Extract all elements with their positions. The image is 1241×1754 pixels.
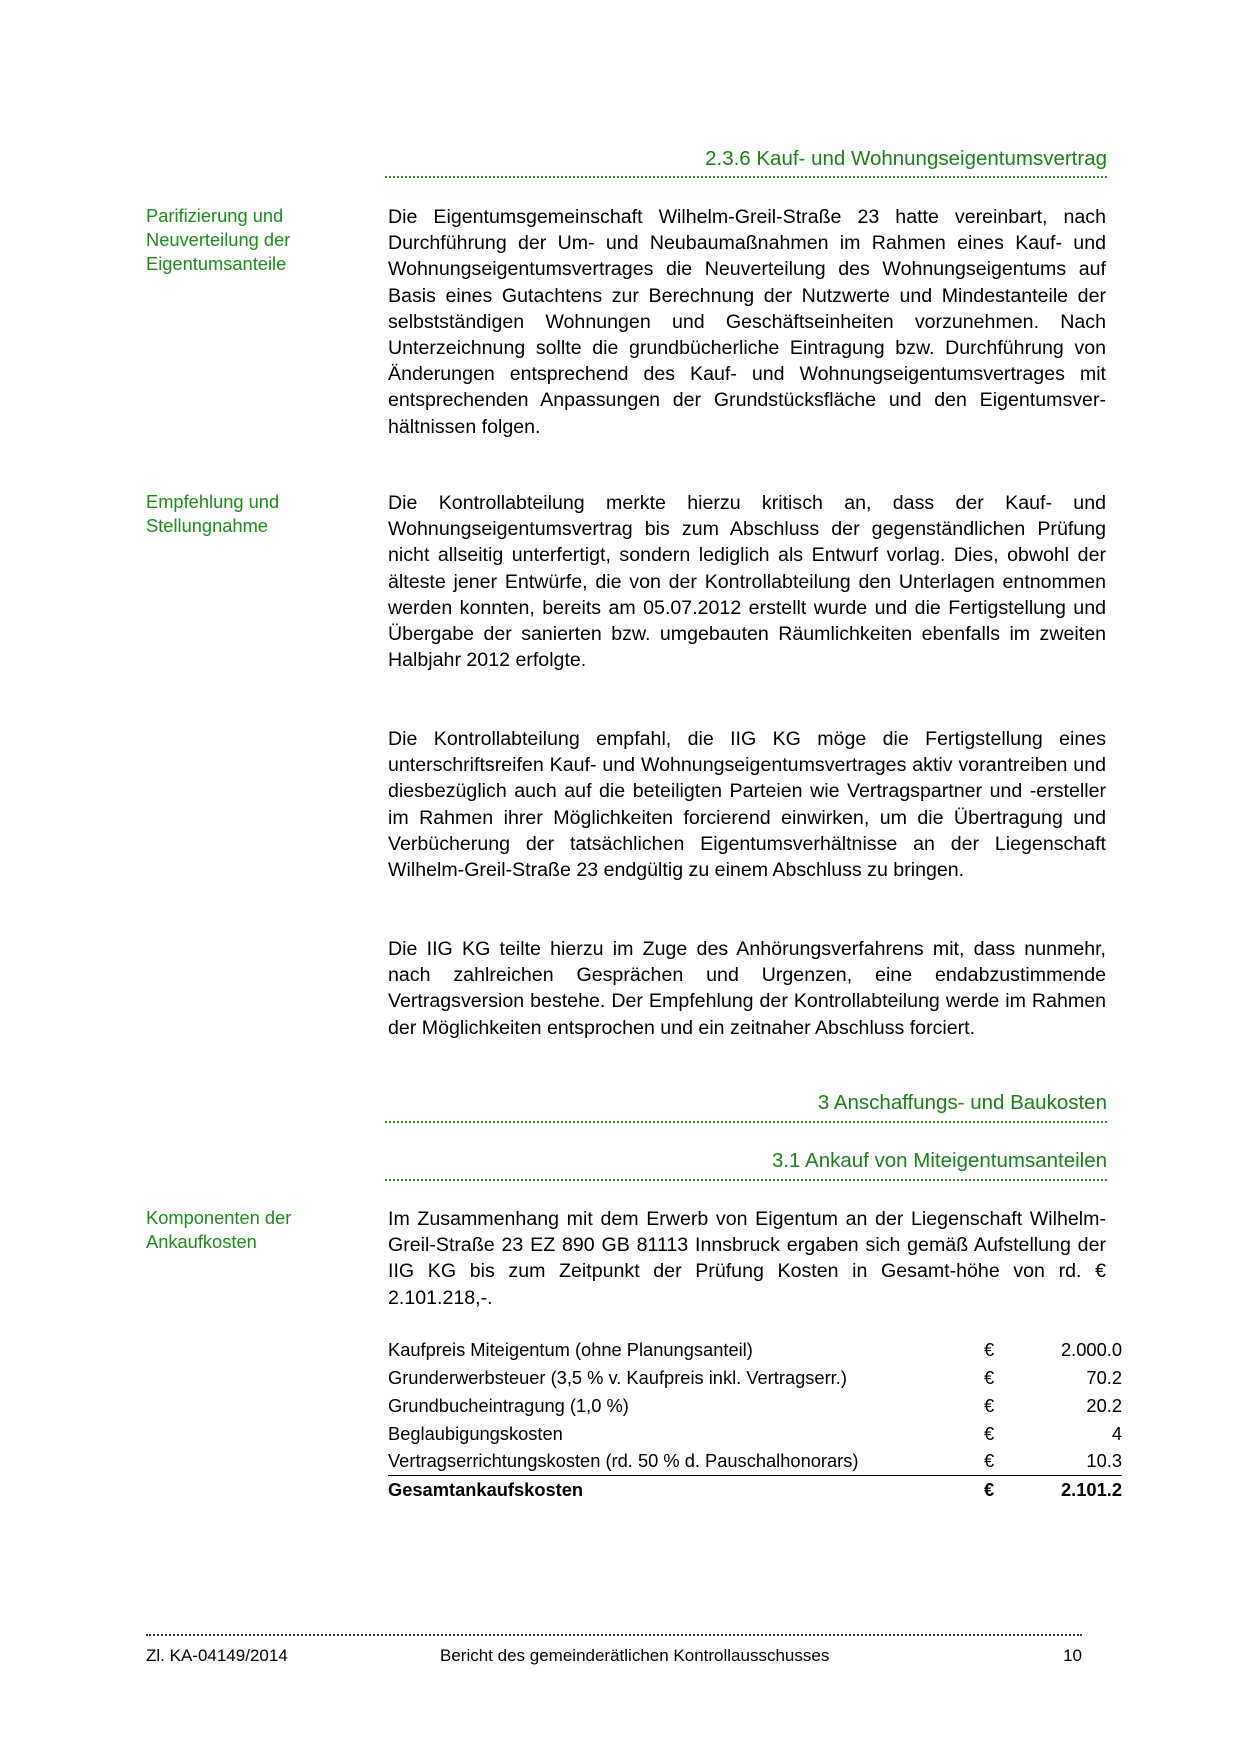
margin-note-line: Stellungnahme [146,515,268,536]
section-heading-2-3-6: 2.3.6 Kauf- und Wohnungseigentumsvertrag [705,147,1107,170]
cost-label: Beglaubigungskosten [388,1423,563,1444]
currency-symbol: € [984,1448,1028,1476]
margin-note-line: Eigentumsanteile [146,253,287,274]
total-label: Gesamtankaufskosten [388,1479,584,1500]
cost-label: Vertragserrichtungskosten (rd. 50 % d. Pauschalhonorars) [388,1448,984,1476]
margin-note-komponenten [146,1206,376,1254]
table-row [388,1392,1122,1420]
margin-note-line: Empfehlung und [146,491,280,512]
currency-symbol: € [984,1367,995,1388]
cost-amount: 4 [1111,1423,1122,1444]
footer-reference: Zl. KA-04149/2014 [146,1646,288,1665]
cost-amount: 70.2 [1086,1367,1122,1388]
paragraph-kontrollabteilung-empfehlung: Die Kontrollabteilung empfahl, die IIG KG möge die Fertigstellung eines unterschriftsreifen Kauf- und Wohnungseigentumsvertrages aktiv vorantreiben und diesbezüglich auch auf die beteiligten Parteien wie Vertragspartner und -ersteller im Rahmen ihrer Möglichkeiten forcierend einwirken, um die Übertragung und Verbücherung der tatsächlichen Eigentumsverhältnisse an der Liegenschaft Wilhelm-Greil-Straße 23 endgültig zu einem Abschluss zu bringen. [388,728,1106,882]
currency-symbol: € [984,1423,995,1444]
page-number: 10 [1063,1646,1082,1665]
margin-note-line: Ankaufkosten [146,1231,257,1252]
table-row [388,1420,1122,1448]
heading-divider [385,176,1107,178]
heading-divider [385,1121,1107,1123]
footer-title: Bericht des gemeinderätlichen Kontrollausschusses [440,1646,830,1665]
table-total-row [388,1476,1122,1504]
section-heading-3: 3 Anschaffungs- und Baukosten [817,1091,1107,1114]
margin-note-line: Parifizierung und [146,205,284,226]
currency-symbol: € [984,1339,995,1360]
cost-amount: 20.2 [1086,1395,1122,1416]
footer-divider [146,1634,1082,1636]
paragraph-kontrollabteilung-kritik: Die Kontrollabteilung merkte hierzu kritisch an, dass der Kauf- und Wohnungseigentumsvertrag bis zum Abschluss der gegenständlichen Prüfung nicht allseitig unterfertigt, sondern lediglich als Entwurf vorlag. Dies, obwohl der älteste jener Entwürfe, die von der Kontrollabteilung den Unterlagen entnommen werden konnten, bereits am 05.07.2012 erstellt wurde und die Fertigstellung und Übergabe der sanierten bzw. umgebauten Räumlichkeiten ebenfalls im zweiten Halbjahr 2012 erfolgte. [388,492,1106,672]
currency-symbol: € [984,1395,995,1416]
paragraph-iig-stellungnahme: Die IIG KG teilte hierzu im Zuge des Anhörungsverfahrens mit, dass nunmehr, nach zahlreichen Gesprächen und Urgenzen, eine endabzustimmende Vertragsversion bestehe. Der Empfehlung der Kontrollabteilung werde im Rahmen der Möglichkeiten entsprochen und ein zeitnaher Abschluss forciert. [388,938,1106,1039]
cost-label: Grundbucheintragung (1,0 %) [388,1395,629,1416]
cost-amount: 2.000.0 [1061,1339,1122,1360]
section-heading-3-1: 3.1 Ankauf von Miteigentumsanteilen [771,1149,1107,1172]
table-row [388,1364,1122,1392]
margin-note-empfehlung [146,490,376,538]
currency-symbol: € [984,1479,995,1500]
paragraph-ankauf-kosten: Im Zusammenhang mit dem Erwerb von Eigentum an der Liegenschaft Wilhelm-Greil-Straße 23 EZ 890 GB 81113 Innsbruck ergaben sich gemäß Aufstellung der IIG KG bis zum Zeitpunkt der Prüfung Kosten in Gesamt-höhe von rd. € 2.101.218,-. [388,1208,1106,1309]
total-amount: 2.101.2 [1061,1479,1122,1500]
margin-note-line: Komponenten der [146,1207,292,1228]
margin-note-line: Neuverteilung der [146,229,291,250]
cost-label: Grunderwerbsteuer (3,5 % v. Kaufpreis inkl. Vertragserr.) [388,1367,847,1388]
table-row [388,1336,1122,1364]
cost-label: Kaufpreis Miteigentum (ohne Planungsanteil) [388,1339,753,1360]
cost-amount: 10.3 [1028,1448,1122,1476]
heading-divider [385,1179,1107,1181]
cost-table [388,1336,1122,1504]
paragraph-eigentumsgemeinschaft: Die Eigentumsgemeinschaft Wilhelm-Greil-Straße 23 hatte vereinbart, nach Durchführung der Um- und Neubaumaßnahmen im Rahmen eines Kauf- und Wohnungseigentumsvertrages die Neuverteilung des Wohnungseigentums auf Basis eines Gutachtens zur Berechnung der Nutzwerte und Mindestanteile der selbstständigen Wohnungen und Geschäftseinheiten vorzunehmen. Nach Unterzeichnung sollte die grundbücherliche Eintragung bzw. Durchführung von Änderungen entsprechend des Kauf- und Wohnungseigentumsvertrages mit entsprechenden Anpassungen der Grundstücksfläche und den Eigentumsverhältnissen folgen. [388,206,1106,438]
margin-note-parifizierung [146,204,376,276]
table-row [388,1448,1122,1476]
